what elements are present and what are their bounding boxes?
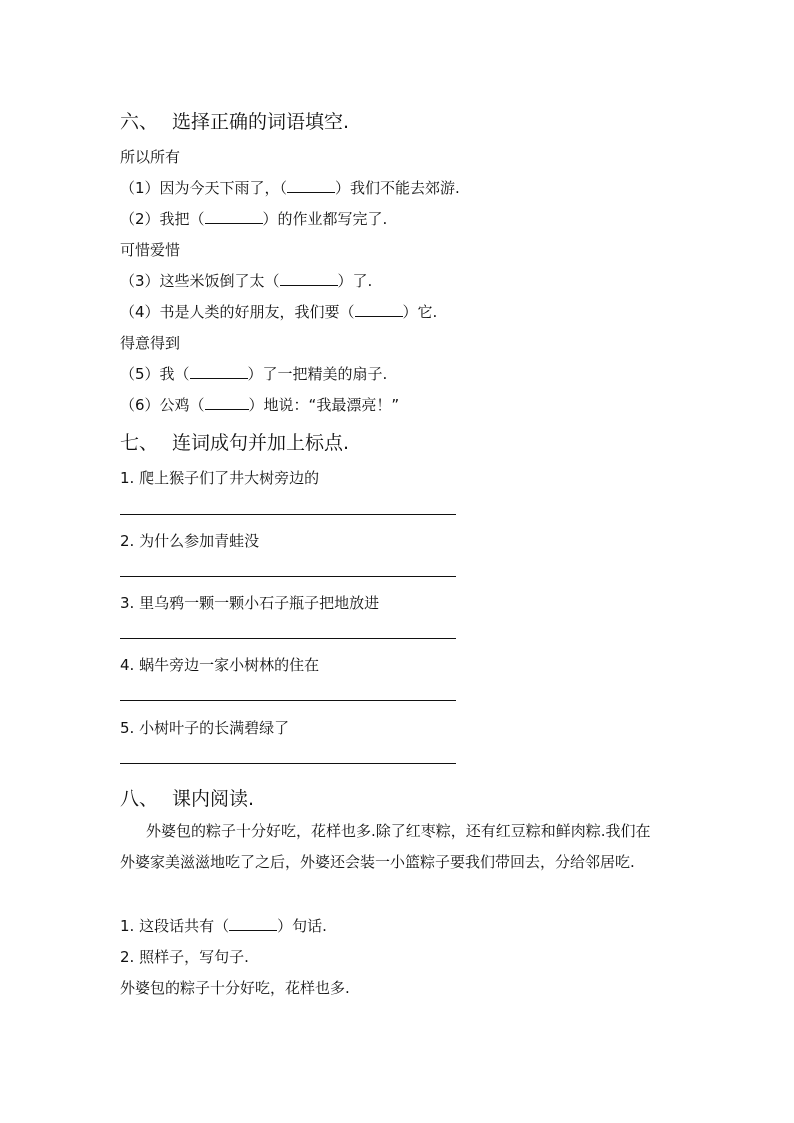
word-choice-3: 得意得到 xyxy=(120,334,181,352)
sentence-item-2: 2. 为什么参加青蛙没 xyxy=(120,532,260,550)
answer-blank[interactable] xyxy=(190,366,248,379)
word-choice-2: 可惜爱惜 xyxy=(120,241,181,259)
fill-item-3: （3）这些米饭倒了太（ ）了. xyxy=(120,272,373,290)
section-8-number: 八、 xyxy=(120,788,159,810)
fill-item-2: （2）我把（ ）的作业都写完了. xyxy=(120,210,388,228)
sentence-item-4: 4. 蜗牛旁边一家小树林的住在 xyxy=(120,656,320,674)
word-choice-1: 所以所有 xyxy=(120,148,181,166)
sentence-item-5: 5. 小树叶子的长满碧绿了 xyxy=(120,719,290,737)
section-7-heading xyxy=(120,428,349,455)
section-8-heading xyxy=(120,784,254,811)
answer-blank[interactable] xyxy=(229,918,277,931)
answer-blank[interactable] xyxy=(205,211,263,224)
sentence-item-3: 3. 里乌鸦一颗一颗小石子瓶子把地放进 xyxy=(120,594,380,612)
section-6-title: 选择正确的词语填空. xyxy=(172,111,350,133)
answer-line-5[interactable] xyxy=(120,763,456,764)
section-6-heading xyxy=(120,107,349,134)
answer-line-3[interactable] xyxy=(120,638,456,639)
fill-item-4: （4）书是人类的好朋友，我们要（ ）它. xyxy=(120,303,438,321)
sentence-item-1: 1. 爬上猴子们了井大树旁边的 xyxy=(120,469,320,487)
answer-line-4[interactable] xyxy=(120,700,456,701)
example-sentence: 外婆包的粽子十分好吃，花样也多. xyxy=(120,979,350,997)
answer-blank[interactable] xyxy=(355,304,403,317)
section-6-number: 六、 xyxy=(120,111,159,133)
answer-blank[interactable] xyxy=(205,397,249,410)
answer-line-1[interactable] xyxy=(120,514,456,515)
reading-question-2: 2. 照样子，写句子. xyxy=(120,948,249,966)
section-8-title: 课内阅读. xyxy=(172,788,255,810)
fill-item-1: （1）因为今天下雨了，（ ）我们不能去郊游. xyxy=(120,179,460,197)
fill-item-6: （6）公鸡（ ）地说：“我最漂亮！” xyxy=(120,396,400,414)
answer-line-2[interactable] xyxy=(120,576,456,577)
reading-passage: 外婆包的粽子十分好吃，花样也多.除了红枣粽，还有红豆粽和鲜肉粽.我们在外婆家美滋滋地吃了之后，外婆还会装一小篮粽子要我们带回去，分给邻居吃. xyxy=(120,822,651,871)
section-7-title: 连词成句并加上标点. xyxy=(172,432,350,454)
section-7-number: 七、 xyxy=(120,432,159,454)
fill-item-5: （5）我（ ）了一把精美的扇子. xyxy=(120,365,388,383)
reading-question-1: 1. 这段话共有（ ）句话. xyxy=(120,917,327,935)
answer-blank[interactable] xyxy=(287,180,335,193)
answer-blank[interactable] xyxy=(280,273,338,286)
